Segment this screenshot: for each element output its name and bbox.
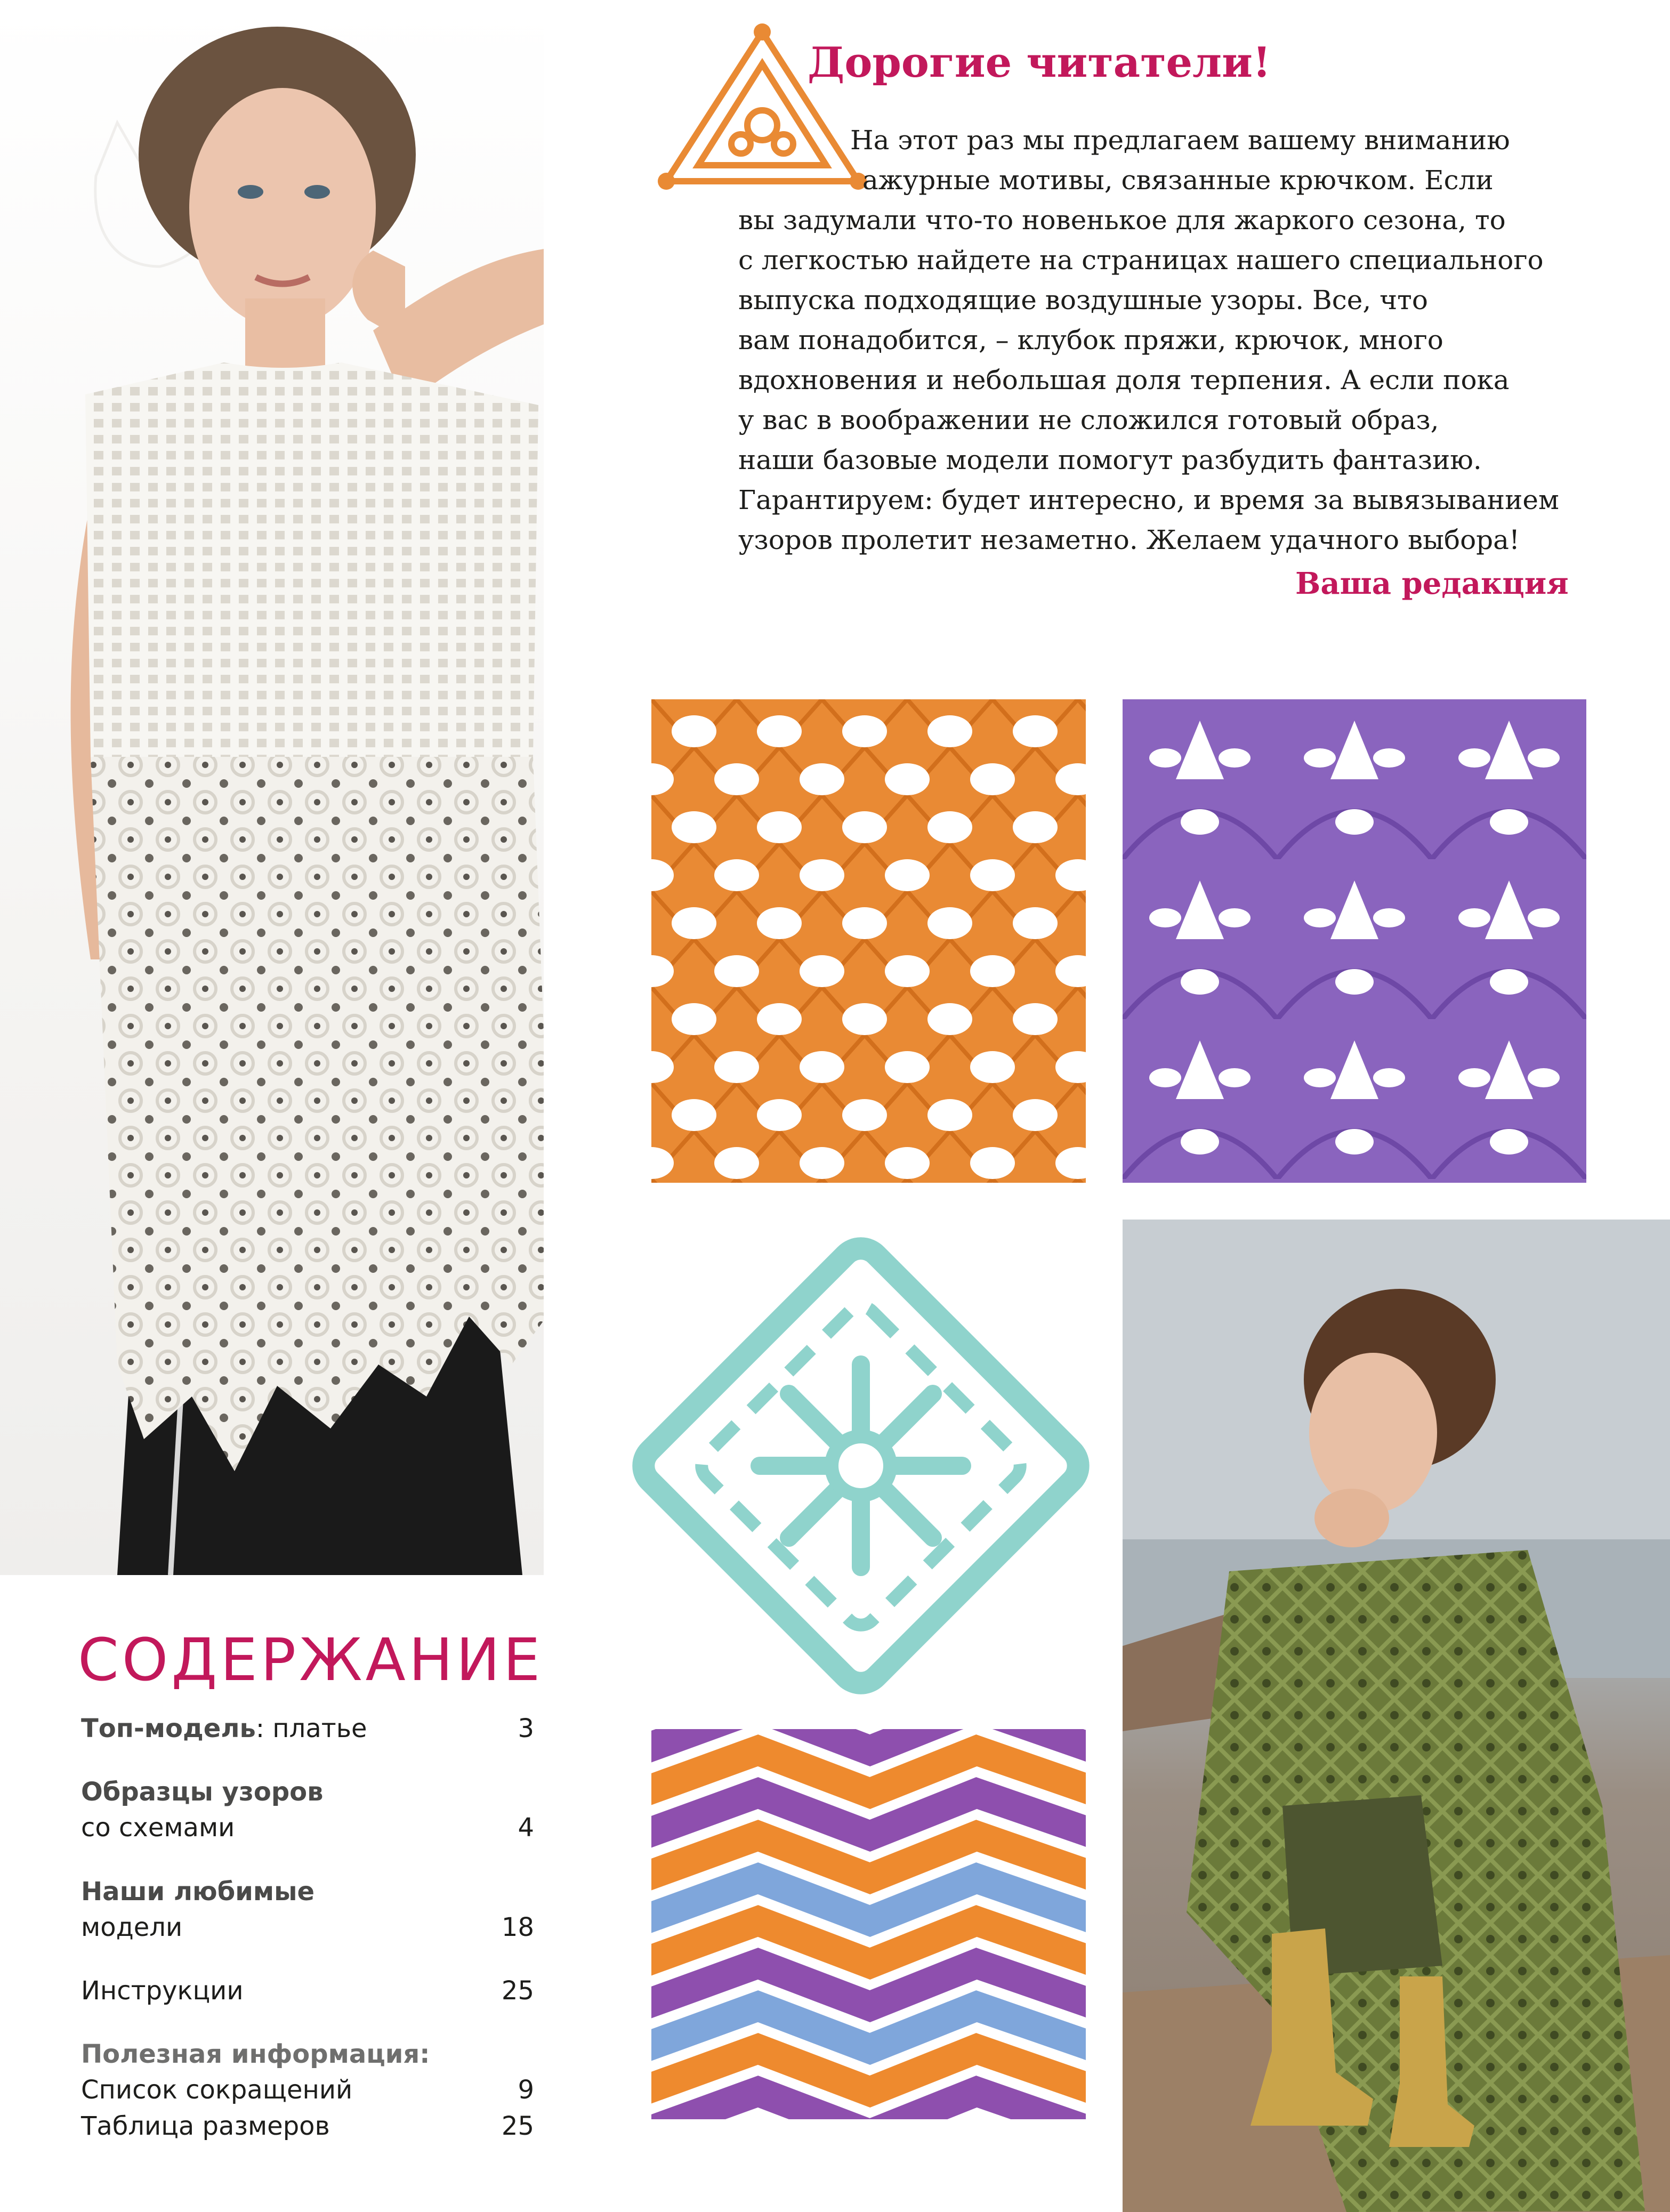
- letter-line: вам понадобится, – клубок пряжи, крючок, много: [738, 325, 1443, 356]
- contents-heading: СОДЕРЖАНИЕ: [78, 1626, 544, 1694]
- toc-useful-heading: Полезная информация:: [81, 2039, 430, 2070]
- toc-entry-subtitle: Список сокращений: [81, 2075, 353, 2105]
- letter-title: Дорогие читатели!: [808, 38, 1271, 87]
- toc-entry-title: Образцы узоров: [81, 1777, 324, 1807]
- toc-entry-title: Топ-модель: [81, 1714, 256, 1743]
- letter-line: узоров пролетит незаметно. Желаем удачного выбора!: [738, 524, 1520, 555]
- toc-entry[interactable]: [81, 2109, 534, 2144]
- letter-line: вы задумали что-то новенькое для жаркого сезона, то: [738, 205, 1506, 236]
- toc-page-number: 3: [518, 1714, 534, 1743]
- motif-mint-granny-square: [608, 1226, 1114, 1706]
- toc-page-number: 18: [501, 1912, 534, 1942]
- toc-entry[interactable]: [81, 1874, 534, 1945]
- letter-line: ажурные мотивы, связанные крючком. Если: [862, 165, 1494, 196]
- letter-signature: Ваша редакция: [1295, 566, 1569, 601]
- toc-page-number: 9: [518, 2075, 534, 2105]
- letter-line: наши базовые модели помогут разбудить фантазию.: [738, 445, 1482, 475]
- photo-model-white-tunic: [0, 0, 544, 1575]
- table-of-contents: [81, 1711, 534, 2158]
- model-white-tunic-illustration: [0, 0, 544, 1575]
- toc-entry-subtitle: со схемами: [81, 1813, 235, 1843]
- toc-entry[interactable]: [81, 1711, 534, 1747]
- toc-entry-title: Наши любимые: [81, 1876, 315, 1907]
- toc-page-number: 25: [501, 2111, 534, 2141]
- toc-entry-subtitle: модели: [81, 1912, 183, 1942]
- toc-entry-subtitle: Инструкции: [81, 1975, 244, 2006]
- swatch-orange-lace: [651, 699, 1086, 1183]
- toc-useful-info: [81, 2037, 534, 2144]
- toc-entry-subtitle: : платье: [255, 1714, 367, 1743]
- letter-line: у вас в воображении не сложился готовый образ,: [738, 405, 1439, 435]
- photo-model-olive-cardigan: [1123, 1220, 1670, 2212]
- letter-line: Гарантируем: будет интересно, и время за вывязыванием: [738, 485, 1559, 515]
- letter-line: На этот раз мы предлагаем вашему вниманию: [850, 125, 1510, 156]
- swatch-purple-fans: [1123, 699, 1586, 1183]
- letter-line: выпуска подходящие воздушные узоры. Все, что: [738, 285, 1428, 316]
- toc-entry-subtitle: Таблица размеров: [81, 2111, 330, 2141]
- toc-entry[interactable]: [81, 1774, 534, 1846]
- toc-page-number: 25: [501, 1975, 534, 2006]
- swatch-multicolor-chevron: [651, 1729, 1086, 2119]
- toc-entry[interactable]: [81, 2072, 534, 2108]
- model-olive-cardigan-illustration: [1123, 1220, 1670, 2212]
- letter-line: вдохновения и небольшая доля терпения. А если пока: [738, 365, 1510, 395]
- toc-entry[interactable]: [81, 1973, 534, 2009]
- toc-page-number: 4: [518, 1813, 534, 1843]
- letter-line: с легкостью найдете на страницах нашего специального: [738, 245, 1544, 276]
